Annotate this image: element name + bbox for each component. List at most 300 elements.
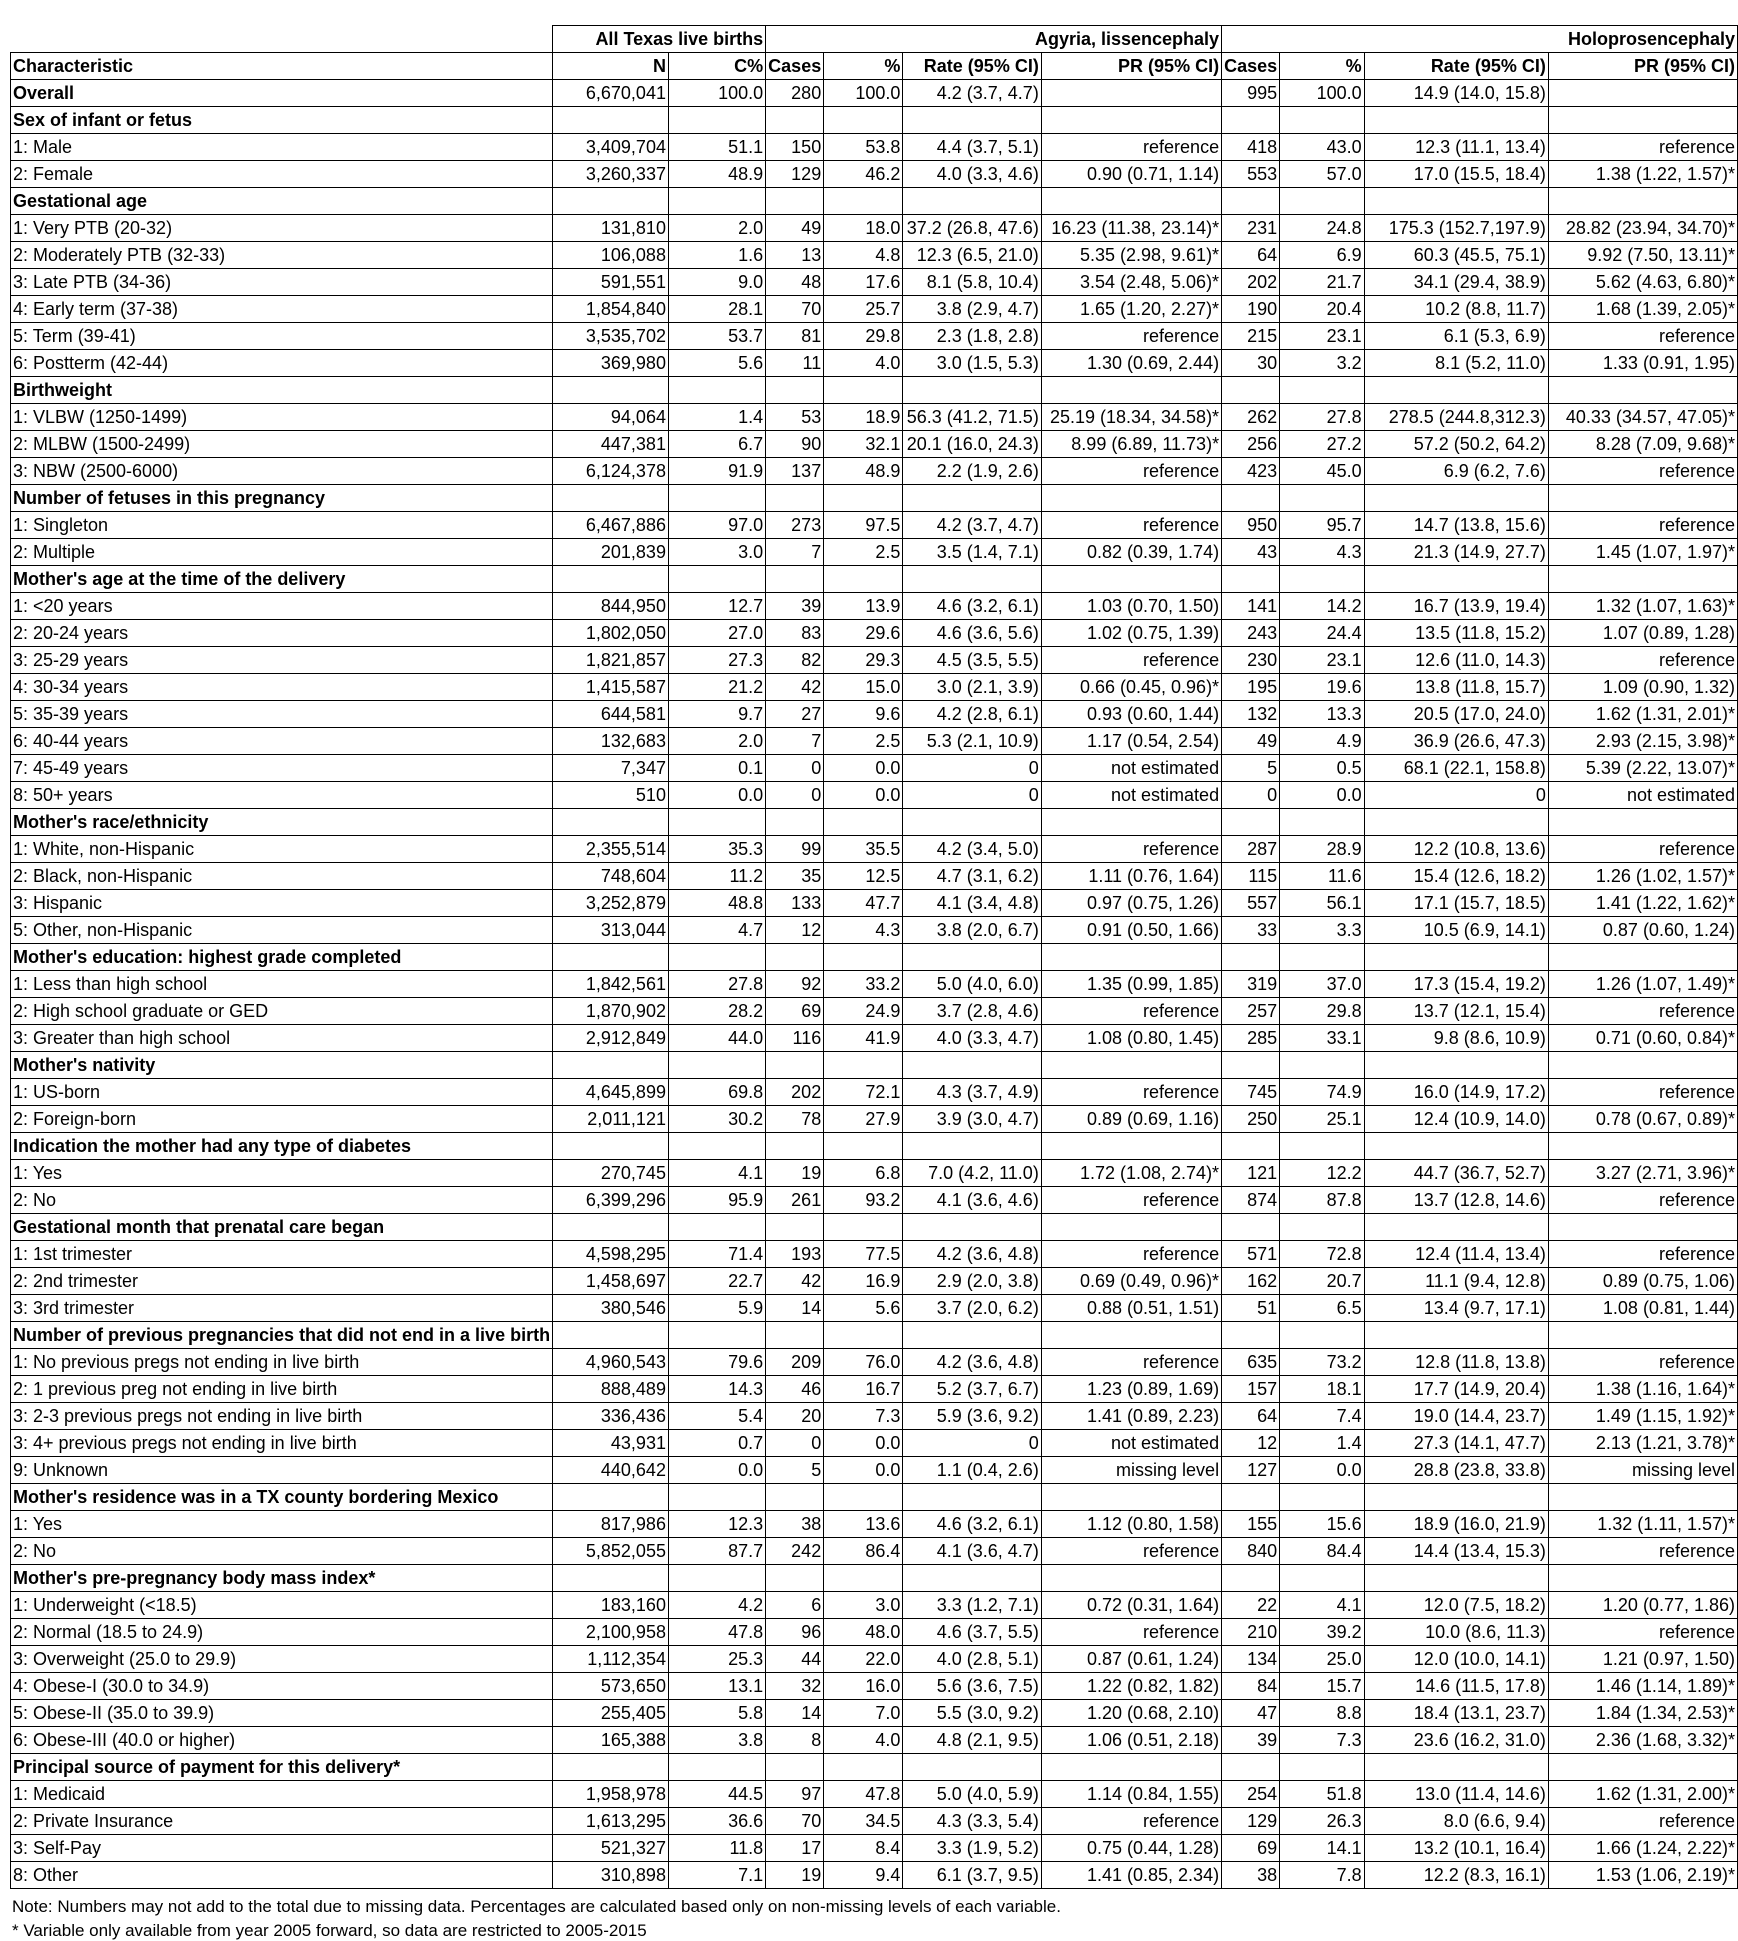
table-cell: 278.5 (244.8,312.3) <box>1364 404 1548 431</box>
empty-cell <box>668 944 765 971</box>
table-cell: 90 <box>766 431 824 458</box>
table-cell: 71.4 <box>668 1241 765 1268</box>
row-label: 5: Other, non-Hispanic <box>11 917 553 944</box>
empty-cell <box>1222 1754 1280 1781</box>
table-cell: reference <box>1548 1349 1737 1376</box>
table-cell: 1.53 (1.06, 2.19)* <box>1548 1862 1737 1889</box>
table-cell: 13.7 (12.1, 15.4) <box>1364 998 1548 1025</box>
table-cell: 27.3 (14.1, 47.7) <box>1364 1430 1548 1457</box>
table-cell: 1.84 (1.34, 2.53)* <box>1548 1700 1737 1727</box>
table-cell: 43,931 <box>553 1430 669 1457</box>
table-cell: 4.2 (3.7, 4.7) <box>903 80 1041 107</box>
table-cell: 43.0 <box>1280 134 1365 161</box>
table-cell: 201,839 <box>553 539 669 566</box>
empty-cell <box>1548 1052 1737 1079</box>
empty-cell <box>553 1133 669 1160</box>
table-cell: 69 <box>766 998 824 1025</box>
table-cell: 7.3 <box>1280 1727 1365 1754</box>
table-cell: 38 <box>1222 1862 1280 1889</box>
table-cell: 2,355,514 <box>553 836 669 863</box>
table-cell: 4.3 (3.3, 5.4) <box>903 1808 1041 1835</box>
table-cell: 37.2 (26.8, 47.6) <box>903 215 1041 242</box>
empty-cell <box>1222 1484 1280 1511</box>
row-label: 3: NBW (2500-6000) <box>11 458 553 485</box>
table-cell: 280 <box>766 80 824 107</box>
table-cell: 2,011,121 <box>553 1106 669 1133</box>
table-cell: 14.1 <box>1280 1835 1365 1862</box>
table-cell: 64 <box>1222 242 1280 269</box>
group-all-births: All Texas live births <box>553 26 766 53</box>
table-cell: 1,613,295 <box>553 1808 669 1835</box>
empty-cell <box>1041 1052 1221 1079</box>
table-cell: 9.92 (7.50, 13.11)* <box>1548 242 1737 269</box>
table-cell: 5 <box>766 1457 824 1484</box>
table-cell: 175.3 (152.7,197.9) <box>1364 215 1548 242</box>
table-cell: 5.35 (2.98, 9.61)* <box>1041 242 1221 269</box>
table-cell: 243 <box>1222 620 1280 647</box>
section-label: Gestational age <box>11 188 553 215</box>
table-row <box>11 755 1738 782</box>
table-cell: 1.14 (0.84, 1.55) <box>1041 1781 1221 1808</box>
table-cell: 28.9 <box>1280 836 1365 863</box>
table-container <box>10 25 1738 1889</box>
row-label: 2: Foreign-born <box>11 1106 553 1133</box>
table-cell: 1,842,561 <box>553 971 669 998</box>
table-row <box>11 1835 1738 1862</box>
table-cell: 5.5 (3.0, 9.2) <box>903 1700 1041 1727</box>
empty-cell <box>1364 1322 1548 1349</box>
row-label: 3: Greater than high school <box>11 1025 553 1052</box>
table-cell: 48.9 <box>668 161 765 188</box>
empty-cell <box>668 809 765 836</box>
column-header: % <box>824 53 903 80</box>
table-row <box>11 161 1738 188</box>
table-cell: 0.0 <box>824 755 903 782</box>
row-label: 1: Singleton <box>11 512 553 539</box>
table-cell: 1.08 (0.80, 1.45) <box>1041 1025 1221 1052</box>
empty-cell <box>766 377 824 404</box>
table-cell: 11.2 <box>668 863 765 890</box>
table-cell: 20.7 <box>1280 1268 1365 1295</box>
table-row <box>11 1025 1738 1052</box>
empty-cell <box>824 377 903 404</box>
table-cell: 5.9 <box>668 1295 765 1322</box>
table-cell: 4.1 <box>668 1160 765 1187</box>
table-cell: 1.26 (1.07, 1.49)* <box>1548 971 1737 998</box>
table-cell: 270,745 <box>553 1160 669 1187</box>
table-cell: 27.8 <box>1280 404 1365 431</box>
empty-cell <box>1548 566 1737 593</box>
table-cell: 150 <box>766 134 824 161</box>
empty-cell <box>668 107 765 134</box>
table-cell: 844,950 <box>553 593 669 620</box>
section-label: Number of previous pregnancies that did not end in a live birth <box>11 1322 553 1349</box>
table-cell: 72.8 <box>1280 1241 1365 1268</box>
empty-cell <box>766 107 824 134</box>
section-label: Mother's residence was in a TX county bordering Mexico <box>11 1484 553 1511</box>
table-row <box>11 1187 1738 1214</box>
table-cell: 81 <box>766 323 824 350</box>
table-cell: 0.87 (0.61, 1.24) <box>1041 1646 1221 1673</box>
table-cell: 12.0 (7.5, 18.2) <box>1364 1592 1548 1619</box>
row-label: 2: High school graduate or GED <box>11 998 553 1025</box>
table-cell: 12.6 (11.0, 14.3) <box>1364 647 1548 674</box>
table-cell: 1.11 (0.76, 1.64) <box>1041 863 1221 890</box>
table-row <box>11 1268 1738 1295</box>
table-cell: 3,409,704 <box>553 134 669 161</box>
table-cell: 5.8 <box>668 1700 765 1727</box>
row-label: 5: 35-39 years <box>11 701 553 728</box>
empty-cell <box>1041 1754 1221 1781</box>
section-header-row <box>11 1052 1738 1079</box>
table-cell: reference <box>1548 647 1737 674</box>
section-header-row <box>11 1754 1738 1781</box>
row-label: 1: Very PTB (20-32) <box>11 215 553 242</box>
table-cell: 97.5 <box>824 512 903 539</box>
table-cell: 8.1 (5.2, 11.0) <box>1364 350 1548 377</box>
table-cell: 0.0 <box>824 1430 903 1457</box>
table-cell: 13.0 (11.4, 14.6) <box>1364 1781 1548 1808</box>
table-cell: 14.6 (11.5, 17.8) <box>1364 1673 1548 1700</box>
table-cell: 3.3 <box>1280 917 1365 944</box>
table-row <box>11 998 1738 1025</box>
table-cell: 12.2 (10.8, 13.6) <box>1364 836 1548 863</box>
table-row <box>11 647 1738 674</box>
table-cell: 4.6 (3.2, 6.1) <box>903 1511 1041 1538</box>
table-cell: 0.87 (0.60, 1.24) <box>1548 917 1737 944</box>
table-cell: 69.8 <box>668 1079 765 1106</box>
table-cell: 4.7 <box>668 917 765 944</box>
section-header-row <box>11 1322 1738 1349</box>
table-cell: 41.9 <box>824 1025 903 1052</box>
empty-cell <box>1548 944 1737 971</box>
row-label: 1: White, non-Hispanic <box>11 836 553 863</box>
empty-cell <box>1364 944 1548 971</box>
section-header-row <box>11 944 1738 971</box>
empty-cell <box>1222 809 1280 836</box>
table-cell: 0.71 (0.60, 0.84)* <box>1548 1025 1737 1052</box>
empty-cell <box>668 377 765 404</box>
row-label: 2: 1 previous preg not ending in live birth <box>11 1376 553 1403</box>
table-cell: 10.0 (8.6, 11.3) <box>1364 1619 1548 1646</box>
table-cell: 4.1 <box>1280 1592 1365 1619</box>
row-label: 4: 30-34 years <box>11 674 553 701</box>
table-cell: 9.4 <box>824 1862 903 1889</box>
empty-cell <box>903 809 1041 836</box>
empty-cell <box>668 1214 765 1241</box>
table-cell: 106,088 <box>553 242 669 269</box>
empty-cell <box>1364 566 1548 593</box>
table-row <box>11 242 1738 269</box>
table-cell: 215 <box>1222 323 1280 350</box>
section-label: Mother's nativity <box>11 1052 553 1079</box>
empty-cell <box>553 485 669 512</box>
table-cell: 1.32 (1.11, 1.57)* <box>1548 1511 1737 1538</box>
table-cell: 3.3 (1.2, 7.1) <box>903 1592 1041 1619</box>
table-cell: 4.7 (3.1, 6.2) <box>903 863 1041 890</box>
table-row <box>11 215 1738 242</box>
table-cell: 4.3 <box>1280 539 1365 566</box>
table-cell: 48.8 <box>668 890 765 917</box>
table-row <box>11 1700 1738 1727</box>
table-cell: 4.6 (3.6, 5.6) <box>903 620 1041 647</box>
table-cell: 92 <box>766 971 824 998</box>
table-cell: reference <box>1041 458 1221 485</box>
table-cell: 19 <box>766 1862 824 1889</box>
table-cell: 25.3 <box>668 1646 765 1673</box>
row-label: 6: Postterm (42-44) <box>11 350 553 377</box>
table-cell: 591,551 <box>553 269 669 296</box>
table-cell: 51.1 <box>668 134 765 161</box>
table-cell: 13.5 (11.8, 15.2) <box>1364 620 1548 647</box>
table-row <box>11 1592 1738 1619</box>
table-cell: 5 <box>1222 755 1280 782</box>
table-cell <box>1548 80 1737 107</box>
table-cell: 3.0 <box>824 1592 903 1619</box>
table-cell: 573,650 <box>553 1673 669 1700</box>
table-cell: 1.6 <box>668 242 765 269</box>
table-cell: 2.2 (1.9, 2.6) <box>903 458 1041 485</box>
table-cell: 7.1 <box>668 1862 765 1889</box>
row-label: 9: Unknown <box>11 1457 553 1484</box>
table-row <box>11 512 1738 539</box>
table-cell: reference <box>1548 1187 1737 1214</box>
table-cell: 18.4 (13.1, 23.7) <box>1364 1700 1548 1727</box>
table-cell: 4.4 (3.7, 5.1) <box>903 134 1041 161</box>
table-cell: 44.7 (36.7, 52.7) <box>1364 1160 1548 1187</box>
empty-cell <box>1041 188 1221 215</box>
table-cell: 0 <box>766 1430 824 1457</box>
section-label: Indication the mother had any type of diabetes <box>11 1133 553 1160</box>
empty-cell <box>668 1322 765 1349</box>
empty-cell <box>1222 107 1280 134</box>
table-cell: 310,898 <box>553 1862 669 1889</box>
table-cell: 39.2 <box>1280 1619 1365 1646</box>
table-cell: 57.2 (50.2, 64.2) <box>1364 431 1548 458</box>
table-cell: 418 <box>1222 134 1280 161</box>
table-cell: reference <box>1548 1619 1737 1646</box>
empty-cell <box>824 944 903 971</box>
table-cell: 35 <box>766 863 824 890</box>
table-cell: 230 <box>1222 647 1280 674</box>
table-cell: 7,347 <box>553 755 669 782</box>
table-cell: 12.3 (6.5, 21.0) <box>903 242 1041 269</box>
empty-cell <box>766 1133 824 1160</box>
table-cell: 24.9 <box>824 998 903 1025</box>
table-cell: 1,958,978 <box>553 1781 669 1808</box>
table-cell: 47.8 <box>668 1619 765 1646</box>
table-cell: 17.1 (15.7, 18.5) <box>1364 890 1548 917</box>
table-cell: 4,645,899 <box>553 1079 669 1106</box>
empty-cell <box>824 566 903 593</box>
table-cell: 1.38 (1.16, 1.64)* <box>1548 1376 1737 1403</box>
table-cell: 14.7 (13.8, 15.6) <box>1364 512 1548 539</box>
table-cell: 57.0 <box>1280 161 1365 188</box>
section-header-row <box>11 1565 1738 1592</box>
table-cell: 5.0 (4.0, 5.9) <box>903 1781 1041 1808</box>
table-cell: 115 <box>1222 863 1280 890</box>
table-cell: 18.9 <box>824 404 903 431</box>
table-cell: 28.1 <box>668 296 765 323</box>
table-cell: 0 <box>1364 782 1548 809</box>
column-header: Rate (95% CI) <box>1364 53 1548 80</box>
table-cell: 121 <box>1222 1160 1280 1187</box>
table-row <box>11 323 1738 350</box>
empty-cell <box>553 944 669 971</box>
column-header: PR (95% CI) <box>1041 53 1221 80</box>
table-cell: 27.3 <box>668 647 765 674</box>
table-cell: 4.3 <box>824 917 903 944</box>
table-cell: 33 <box>1222 917 1280 944</box>
table-cell: 1,458,697 <box>553 1268 669 1295</box>
row-label: 4: Obese-I (30.0 to 34.9) <box>11 1673 553 1700</box>
table-cell: 22.0 <box>824 1646 903 1673</box>
empty-cell <box>1222 1133 1280 1160</box>
table-row <box>11 1862 1738 1889</box>
row-label: 3: Hispanic <box>11 890 553 917</box>
table-cell: 242 <box>766 1538 824 1565</box>
table-cell: 13.8 (11.8, 15.7) <box>1364 674 1548 701</box>
column-header: Cases <box>766 53 824 80</box>
table-cell: reference <box>1548 998 1737 1025</box>
table-cell: 571 <box>1222 1241 1280 1268</box>
empty-cell <box>824 107 903 134</box>
empty-cell <box>903 107 1041 134</box>
empty-cell <box>1041 1214 1221 1241</box>
table-cell: 4.6 (3.2, 6.1) <box>903 593 1041 620</box>
table-cell: 14 <box>766 1295 824 1322</box>
empty-cell <box>1041 1133 1221 1160</box>
empty-cell <box>553 377 669 404</box>
table-cell: reference <box>1548 134 1737 161</box>
table-cell: 141 <box>1222 593 1280 620</box>
empty-cell <box>1222 1052 1280 1079</box>
section-header-row <box>11 1214 1738 1241</box>
table-cell: reference <box>1041 1187 1221 1214</box>
table-cell: 17.6 <box>824 269 903 296</box>
table-cell: 1.17 (0.54, 2.54) <box>1041 728 1221 755</box>
table-cell: 12.4 (10.9, 14.0) <box>1364 1106 1548 1133</box>
table-cell: 45.0 <box>1280 458 1365 485</box>
table-cell: 19.0 (14.4, 23.7) <box>1364 1403 1548 1430</box>
empty-cell <box>1364 485 1548 512</box>
table-cell: 4.2 (2.8, 6.1) <box>903 701 1041 728</box>
table-cell: 14.2 <box>1280 593 1365 620</box>
empty-cell <box>1041 566 1221 593</box>
empty-cell <box>668 1133 765 1160</box>
table-cell: 3.0 (1.5, 5.3) <box>903 350 1041 377</box>
table-cell: 38 <box>766 1511 824 1538</box>
table-cell: 8 <box>766 1727 824 1754</box>
table-cell: 84 <box>1222 1673 1280 1700</box>
table-cell: missing level <box>1548 1457 1737 1484</box>
table-cell: 2.5 <box>824 728 903 755</box>
section-label: Mother's race/ethnicity <box>11 809 553 836</box>
empty-cell <box>1364 1052 1548 1079</box>
table-cell: 195 <box>1222 674 1280 701</box>
table-cell: 97 <box>766 1781 824 1808</box>
table-row <box>11 1538 1738 1565</box>
empty-cell <box>1548 1484 1737 1511</box>
table-cell <box>1041 80 1221 107</box>
table-cell: 1.30 (0.69, 2.44) <box>1041 350 1221 377</box>
group-holoprosencephaly: Holoprosencephaly <box>1222 26 1738 53</box>
row-label: 1: VLBW (1250-1499) <box>11 404 553 431</box>
table-cell: 5.2 (3.7, 6.7) <box>903 1376 1041 1403</box>
empty-cell <box>903 1133 1041 1160</box>
table-cell: reference <box>1548 1538 1737 1565</box>
table-cell: 888,489 <box>553 1376 669 1403</box>
table-cell: 13.2 (10.1, 16.4) <box>1364 1835 1548 1862</box>
table-row <box>11 701 1738 728</box>
table-cell: reference <box>1548 458 1737 485</box>
table-cell: 0 <box>766 782 824 809</box>
table-cell: 1.1 (0.4, 2.6) <box>903 1457 1041 1484</box>
row-label: Overall <box>11 80 553 107</box>
table-cell: 12.2 <box>1280 1160 1365 1187</box>
table-cell: 12.8 (11.8, 13.8) <box>1364 1349 1548 1376</box>
table-row <box>11 890 1738 917</box>
table-cell: 8.1 (5.8, 10.4) <box>903 269 1041 296</box>
table-cell: 97.0 <box>668 512 765 539</box>
table-cell: 1.07 (0.89, 1.28) <box>1548 620 1737 647</box>
table-row <box>11 1430 1738 1457</box>
empty-cell <box>766 485 824 512</box>
table-cell: 1,112,354 <box>553 1646 669 1673</box>
row-label: 1: Less than high school <box>11 971 553 998</box>
table-cell: 27.0 <box>668 620 765 647</box>
table-cell: 7 <box>766 539 824 566</box>
table-cell: 15.6 <box>1280 1511 1365 1538</box>
empty-cell <box>553 107 669 134</box>
table-row <box>11 1403 1738 1430</box>
table-cell: 4.8 <box>824 242 903 269</box>
table-cell: 183,160 <box>553 1592 669 1619</box>
empty-cell <box>553 1754 669 1781</box>
column-header: Cases <box>1222 53 1280 80</box>
table-row <box>11 863 1738 890</box>
table-row <box>11 917 1738 944</box>
table-cell: 0 <box>903 755 1041 782</box>
table-cell: 46.2 <box>824 161 903 188</box>
table-cell: reference <box>1041 1079 1221 1106</box>
table-cell: 231 <box>1222 215 1280 242</box>
table-cell: 47.7 <box>824 890 903 917</box>
row-label: 2: Moderately PTB (32-33) <box>11 242 553 269</box>
table-cell: 1.06 (0.51, 2.18) <box>1041 1727 1221 1754</box>
table-cell: 7.0 <box>824 1700 903 1727</box>
table-cell: 30 <box>1222 350 1280 377</box>
empty-cell <box>824 1484 903 1511</box>
row-label: 2: Normal (18.5 to 24.9) <box>11 1619 553 1646</box>
table-cell: 39 <box>1222 1727 1280 1754</box>
table-cell: 60.3 (45.5, 75.1) <box>1364 242 1548 269</box>
table-cell: 37.0 <box>1280 971 1365 998</box>
table-cell: 9.0 <box>668 269 765 296</box>
empty-cell <box>824 809 903 836</box>
footnote-missing-data: Note: Numbers may not add to the total due to missing data. Percentages are calculated based only on non-missing levels of each variable. <box>12 1897 1061 1916</box>
table-cell: 745 <box>1222 1079 1280 1106</box>
table-cell: 53.8 <box>824 134 903 161</box>
table-cell: 1.21 (0.97, 1.50) <box>1548 1646 1737 1673</box>
empty-cell <box>1041 809 1221 836</box>
table-cell: 155 <box>1222 1511 1280 1538</box>
table-cell: 0.0 <box>824 1457 903 1484</box>
table-cell: 0.82 (0.39, 1.74) <box>1041 539 1221 566</box>
table-cell: 1.41 (0.89, 2.23) <box>1041 1403 1221 1430</box>
table-cell: 20.1 (16.0, 24.3) <box>903 431 1041 458</box>
section-label: Mother's education: highest grade completed <box>11 944 553 971</box>
